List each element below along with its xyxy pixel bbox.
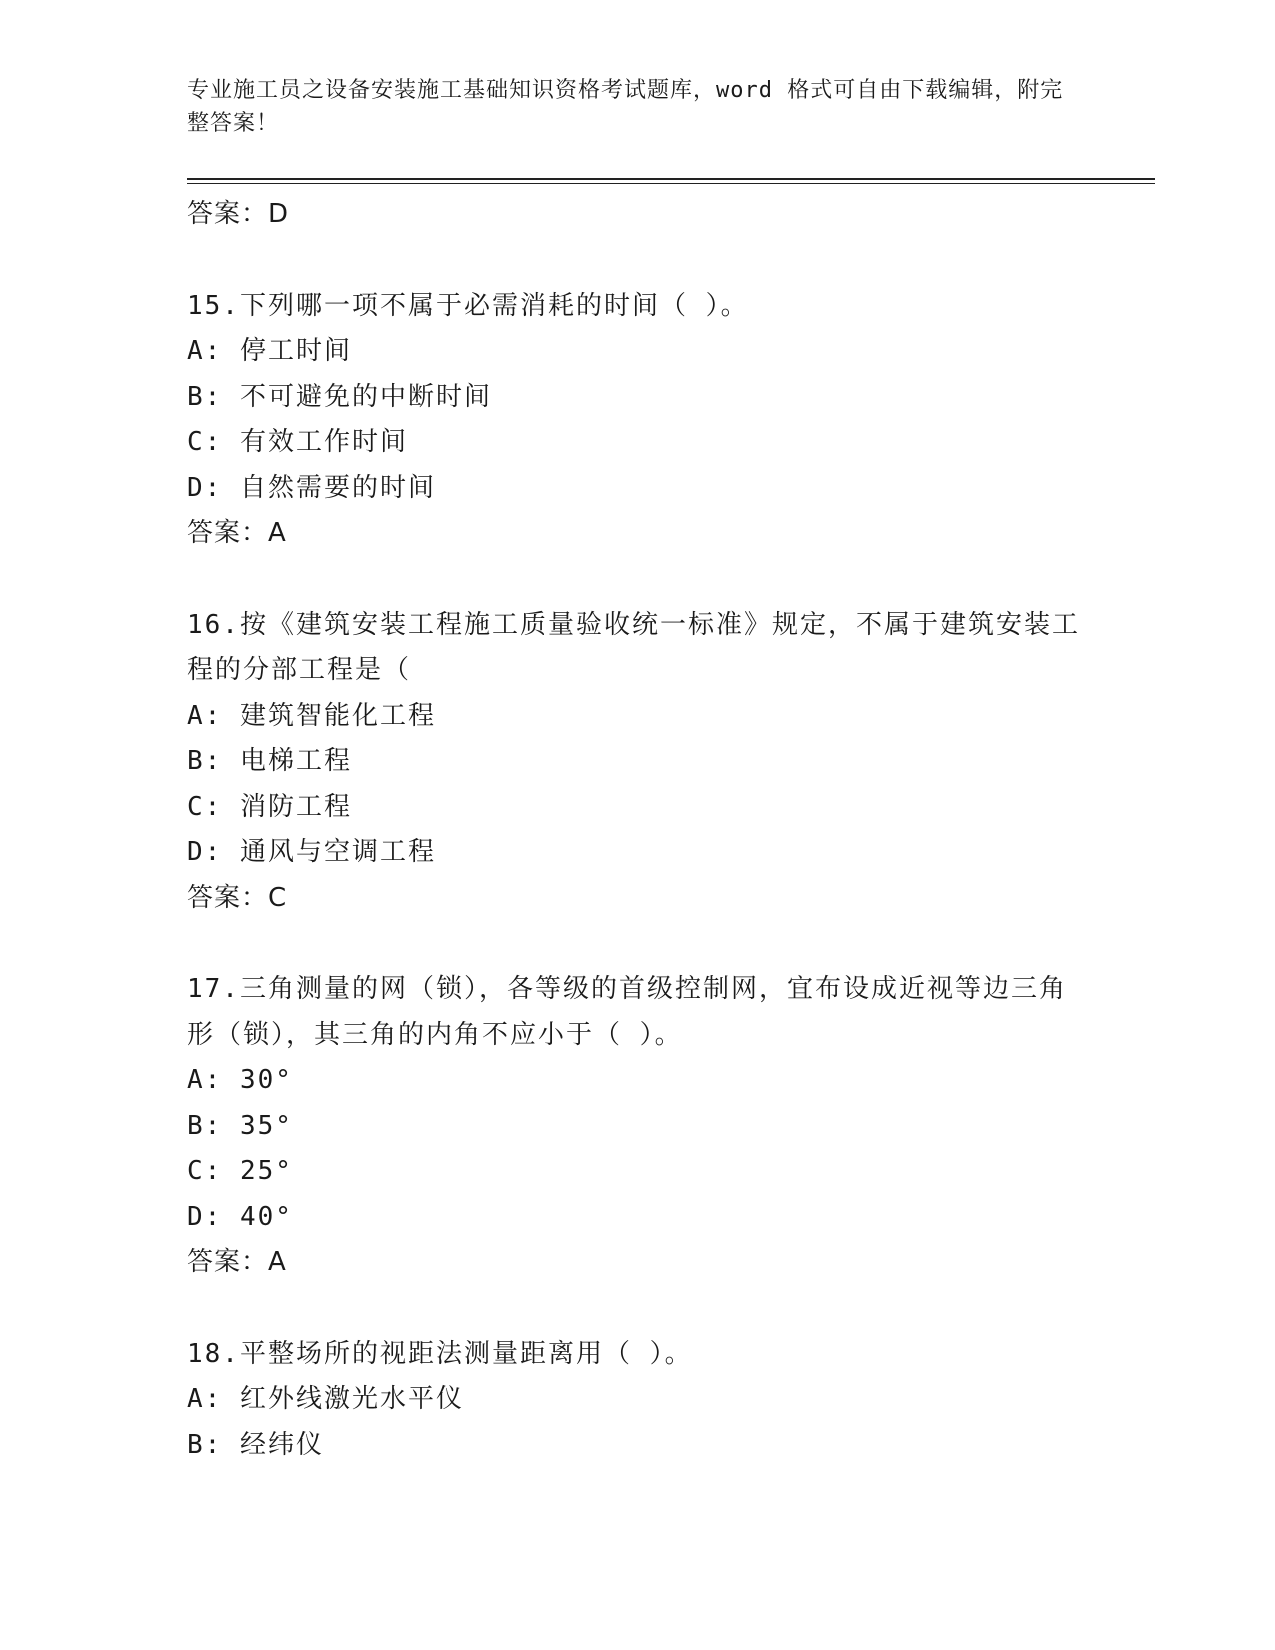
question-stem: 18.平整场所的视距法测量距离用（ ）。 bbox=[187, 1338, 693, 1369]
option-a: A: 30° bbox=[187, 1065, 293, 1095]
option-d: D: 通风与空调工程 bbox=[187, 837, 436, 867]
question-stem: 15.下列哪一项不属于必需消耗的时间（ ）。 bbox=[187, 290, 749, 321]
spacer bbox=[187, 238, 1087, 284]
answer: 答案：A bbox=[187, 1247, 287, 1277]
answer: 答案：C bbox=[187, 882, 288, 913]
header-divider bbox=[187, 178, 1155, 184]
option-d: D: 40° bbox=[187, 1201, 293, 1232]
option-c: C: 消防工程 bbox=[187, 791, 352, 822]
option-a: A: 停工时间 bbox=[187, 336, 352, 366]
option-c: C: 有效工作时间 bbox=[187, 427, 408, 457]
option-c: C: 25° bbox=[187, 1156, 293, 1186]
spacer bbox=[187, 921, 1087, 967]
spacer bbox=[187, 1286, 1087, 1332]
option-a: A: 红外线激光水平仪 bbox=[187, 1384, 464, 1414]
option-a: A: 建筑智能化工程 bbox=[187, 700, 436, 731]
spacer bbox=[187, 557, 1087, 603]
document-header: 专业施工员之设备安装施工基础知识资格考试题库，word 格式可自由下载编辑，附完整答案！ bbox=[187, 78, 1064, 136]
option-b: B: 电梯工程 bbox=[187, 746, 352, 776]
question-list bbox=[187, 192, 1087, 1468]
answer: 答案：A bbox=[187, 518, 287, 548]
previous-answer: 答案：D bbox=[187, 199, 290, 229]
option-b: B: 不可避免的中断时间 bbox=[187, 381, 492, 412]
option-b: B: 经纬仪 bbox=[187, 1429, 324, 1460]
option-d: D: 自然需要的时间 bbox=[187, 472, 436, 503]
question-stem: 17.三角测量的网（锁），各等级的首级控制网，宜布设成近视等边三角形（锁），其三角的内角不应小于（ ）。 bbox=[187, 974, 1067, 1050]
question-16 bbox=[187, 603, 1087, 922]
option-b: B: 35° bbox=[187, 1110, 293, 1141]
question-17 bbox=[187, 967, 1087, 1286]
question-18 bbox=[187, 1332, 1087, 1469]
question-stem: 16.按《建筑安装工程施工质量验收统一标准》规定，不属于建筑安装工程的分部工程是（ bbox=[187, 609, 1080, 685]
question-15 bbox=[187, 284, 1087, 557]
